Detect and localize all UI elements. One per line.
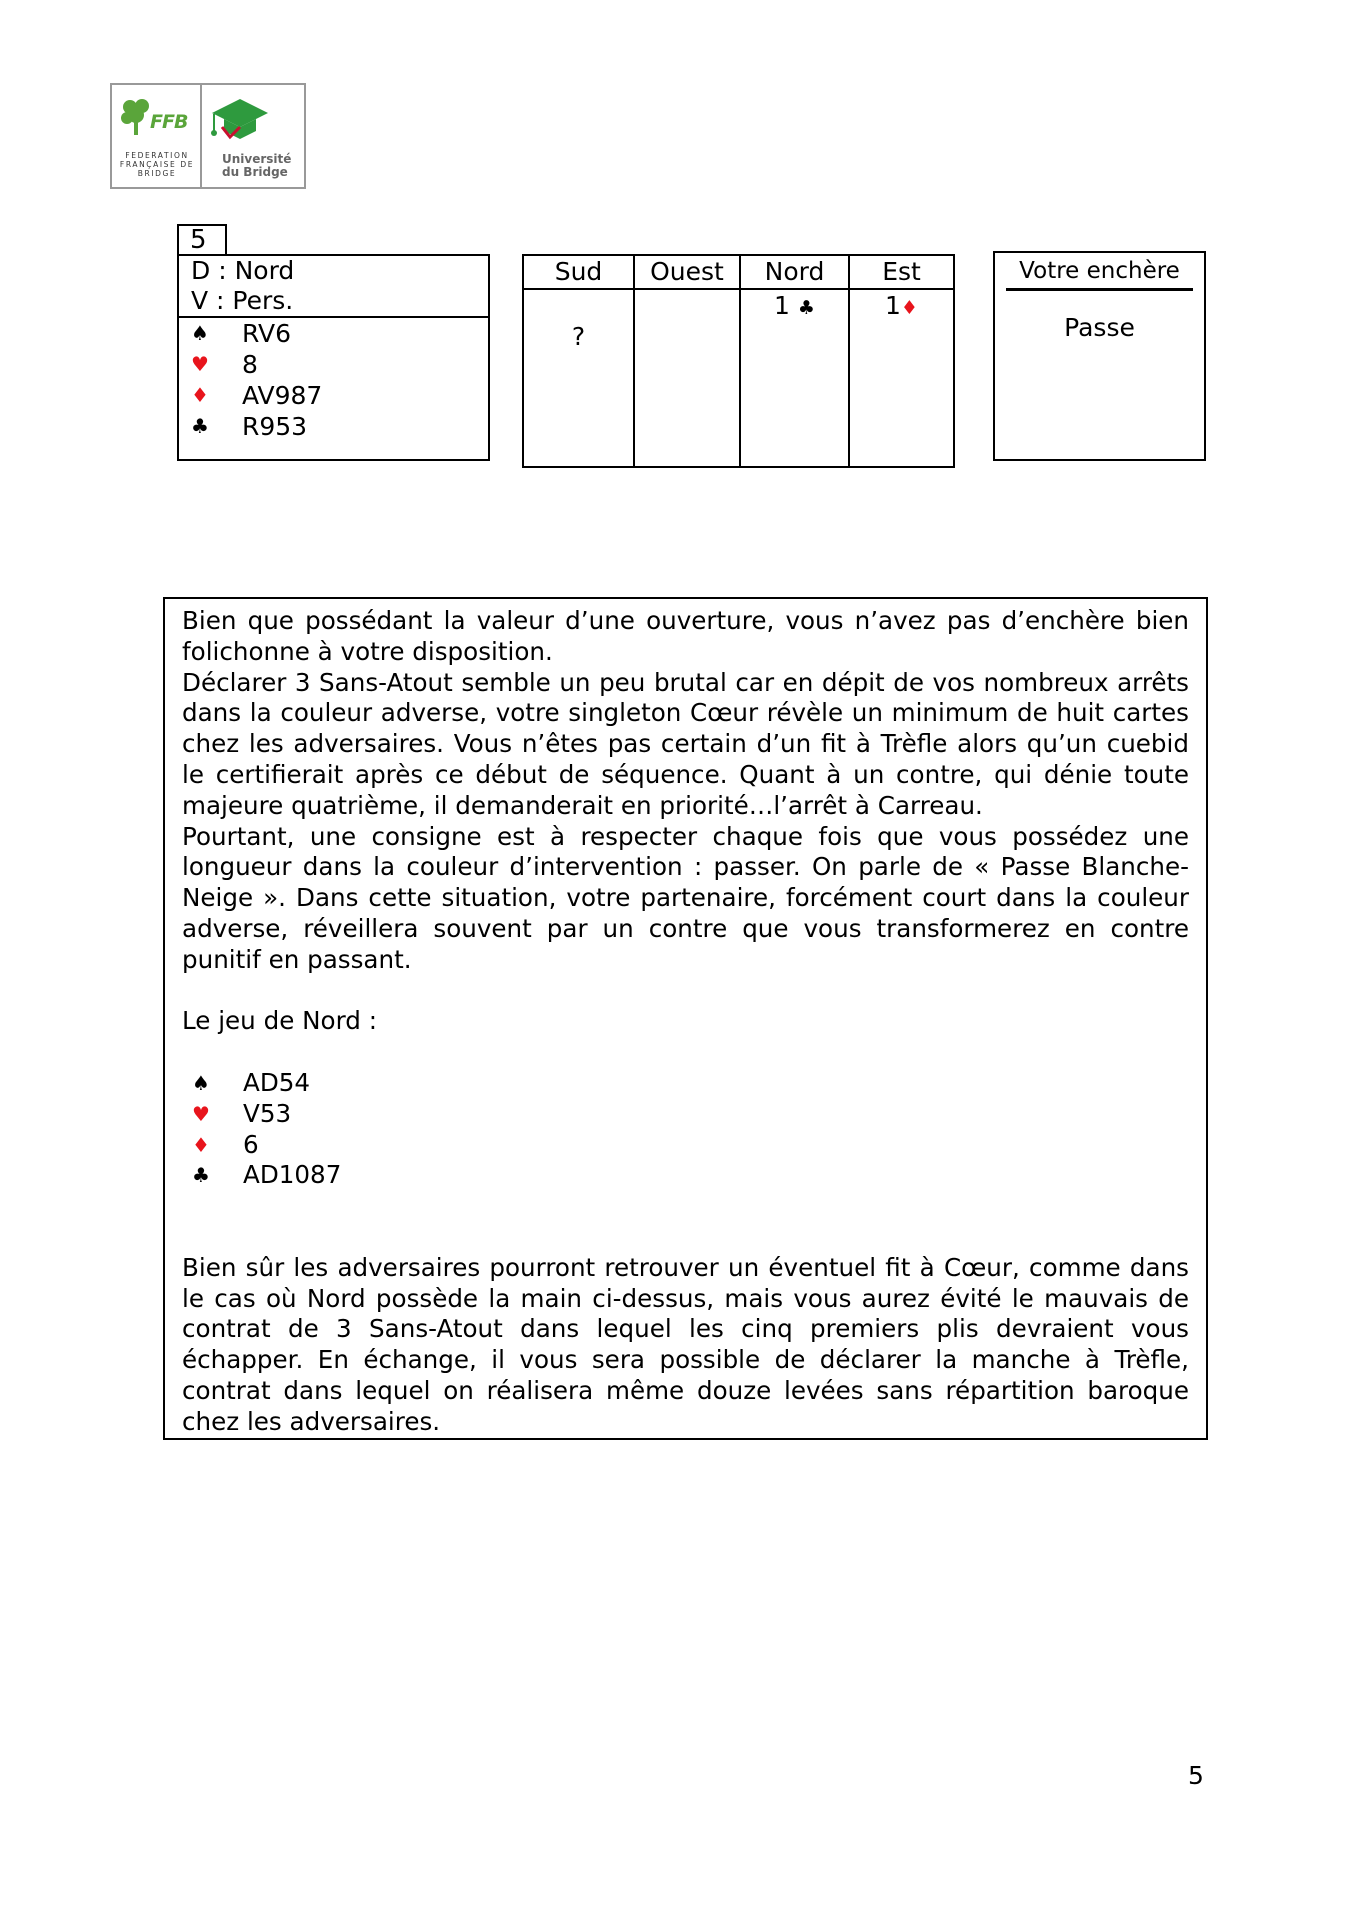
clubs-line xyxy=(179,411,488,442)
hand-cards xyxy=(179,318,488,442)
sud-column xyxy=(523,289,634,467)
answer-divider xyxy=(1006,288,1193,291)
diamonds-line xyxy=(179,380,488,411)
heart-icon: ♥ xyxy=(192,1101,210,1126)
comment-paragraph-2: Déclarer 3 Sans-Atout semble un peu brutal car en dépit de vos nombreux arrêts dans la couleur adverse, votre singleton Cœur révèle un minimum de huit cartes chez les adversaires. Vous n’êtes pas certain d’un fit à Trèfle alors qu’un cuebid le certifierait après ce début de séquence. Quant à un contre, qui dénie toute majeure quatrième, il demanderait en priorité…l’arrêt à Carreau. xyxy=(182,667,1189,820)
answer-box xyxy=(993,251,1206,461)
vulnerability: V : Pers. xyxy=(191,286,294,315)
deal-info xyxy=(179,256,488,318)
north-clubs-cards: AD1087 xyxy=(243,1160,342,1190)
clubs-cards: R953 xyxy=(242,412,308,441)
diamond-icon: ♦ xyxy=(900,297,918,319)
dealer: D : Nord xyxy=(191,256,295,285)
north-spades-line xyxy=(182,1068,1189,1099)
south-hand-box xyxy=(177,254,490,461)
north-diamonds-line xyxy=(182,1130,1189,1161)
universite-logo xyxy=(202,85,304,187)
north-hand-label: Le jeu de Nord : xyxy=(182,1006,377,1036)
universite-line1: Université xyxy=(222,152,292,166)
bidding-table xyxy=(522,254,955,468)
spade-icon: ♠ xyxy=(191,321,209,345)
header-sud: Sud xyxy=(523,255,634,289)
comment-paragraph-3: Pourtant, une consigne est à respecter chaque fois que vous possédez une longueur dans la couleur d’intervention : passer. On parle de « Passe Blanche-Neige ». Dans cette situation, votre partenaire, forcément court dans la couleur adverse, réveillera souvent par un contre que vous transformerez en contre punitif en passant. xyxy=(182,821,1189,974)
heart-icon: ♥ xyxy=(191,352,209,376)
north-clubs-line xyxy=(182,1160,1189,1191)
diamond-icon: ♦ xyxy=(192,1132,210,1157)
north-diamonds-cards: 6 xyxy=(243,1129,259,1159)
hearts-cards: 8 xyxy=(242,350,258,379)
ffb-universite-logo xyxy=(110,83,306,189)
deal-number: 5 xyxy=(177,224,227,256)
bidding-header-row xyxy=(523,255,954,289)
north-spades-cards: AD54 xyxy=(243,1067,311,1097)
club-icon: ♣ xyxy=(192,1163,210,1188)
comment-box xyxy=(163,597,1208,1440)
club-icon: ♣ xyxy=(191,414,209,438)
universite-line2: du Bridge xyxy=(222,165,288,179)
diamonds-cards: AV987 xyxy=(242,381,323,410)
est-column xyxy=(849,289,954,467)
universite-text xyxy=(222,153,291,179)
spades-cards: RV6 xyxy=(242,319,292,348)
ffb-logo-text: FFB xyxy=(150,111,188,133)
header-est: Est xyxy=(849,255,954,289)
north-hand xyxy=(182,1068,1189,1191)
bidding-body-row xyxy=(523,289,954,467)
answer-bid: Passe xyxy=(1064,313,1135,342)
nord-column xyxy=(740,289,849,467)
north-hearts-line xyxy=(182,1099,1189,1130)
nord-bid xyxy=(741,290,848,321)
nord-bid-level: 1 xyxy=(774,291,790,320)
north-hearts-cards: V53 xyxy=(243,1098,292,1128)
header-ouest: Ouest xyxy=(634,255,740,289)
est-bid-level: 1 xyxy=(885,291,901,320)
spade-icon: ♠ xyxy=(192,1070,210,1095)
comment-paragraph-1: Bien que possédant la valeur d’une ouverture, vous n’avez pas d’enchère bien folichonne à votre disposition. xyxy=(182,606,1189,666)
answer-title: Votre enchère xyxy=(1019,258,1180,284)
federation-text: FEDERATION FRANÇAISE DE BRIDGE xyxy=(119,151,195,178)
ouest-column xyxy=(634,289,740,467)
tree-icon xyxy=(120,97,154,141)
spades-line xyxy=(179,318,488,349)
comment-paragraph-4: Bien sûr les adversaires pourront retrouver un éventuel fit à Cœur, comme dans le cas où Nord possède la main ci-dessus, mais vous aurez évité le mauvais de contrat de 3 Sans-Atout dans lequel les cinq premiers plis devraient vous échapper. En échange, il vous sera possible de déclarer la manche à Trèfle, contrat dans lequel on réalisera même douze levées sans répartition baroque chez les adversaires. xyxy=(182,1252,1189,1436)
page-number: 5 xyxy=(1188,1761,1204,1790)
ffb-logo xyxy=(112,85,202,187)
est-bid xyxy=(850,290,953,321)
club-icon: ♣ xyxy=(797,297,815,319)
sud-bid: ? xyxy=(571,322,586,351)
header-nord: Nord xyxy=(740,255,849,289)
graduation-cap-icon xyxy=(210,97,270,147)
hearts-line xyxy=(179,349,488,380)
diamond-icon: ♦ xyxy=(191,383,209,407)
